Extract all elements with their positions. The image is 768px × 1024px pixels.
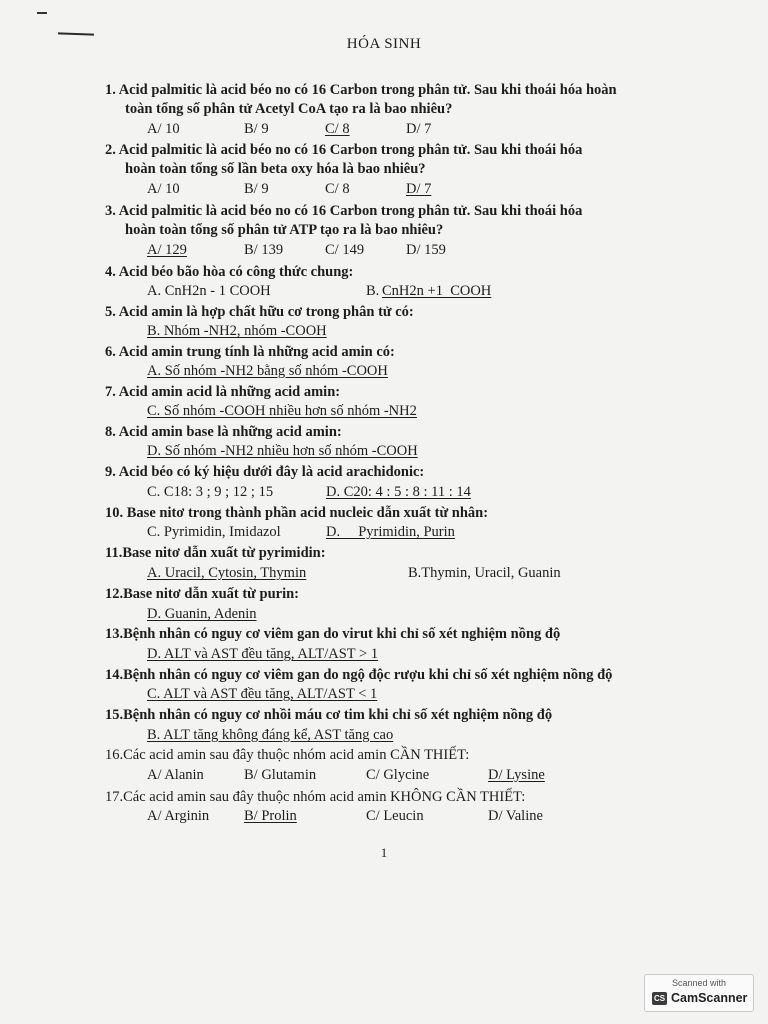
question-10-option-c: C. Pyrimidin, Imidazol (147, 524, 281, 540)
question-15-text: 15.Bệnh nhân có nguy cơ nhồi máu cơ tim khi chỉ số xét nghiệm nồng độ (105, 707, 553, 723)
camscanner-watermark (644, 974, 754, 1012)
question-11-option-b: B.Thymin, Uracil, Guanin (408, 565, 561, 581)
question-17-option-a: A/ Arginin (147, 808, 210, 824)
question-5-answer: B. Nhóm -NH2, nhóm -COOH (147, 323, 327, 339)
question-3-option-c: C/ 149 (325, 242, 365, 258)
question-17-text: 17.Các acid amin sau đây thuộc nhóm acid amin KHÔNG CẦN THIẾT: (105, 789, 526, 805)
question-1-option-b: B/ 9 (244, 121, 269, 137)
question-13-text: 13.Bệnh nhân có nguy cơ viêm gan do virut khi chỉ số xét nghiệm nồng độ (105, 626, 561, 642)
question-4-option-a: A. CnH2n - 1 COOH (147, 283, 271, 299)
question-10-text: 10. Base nitơ trong thành phần acid nucleic dẫn xuất từ nhân: (105, 505, 489, 521)
question-2-option-a: A/ 10 (147, 181, 180, 197)
watermark-caption: Scanned with (671, 978, 727, 988)
question-11-option-a-marked: A. Uracil, Cytosin, Thymin (147, 565, 307, 581)
question-16-option-a: A/ Alanin (147, 767, 204, 783)
question-1-option-a: A/ 10 (147, 121, 180, 137)
question-9-option-c: C. C18: 3 ; 9 ; 12 ; 15 (147, 484, 274, 500)
question-1-option-c-marked: C/ 8 (325, 121, 350, 137)
question-16-option-b: B/ Glutamin (244, 767, 317, 783)
question-17-option-b-marked: B/ Prolin (244, 808, 297, 824)
question-9-text: 9. Acid béo có ký hiệu dưới đây là acid arachidonic: (105, 464, 425, 480)
question-2-option-c: C/ 8 (325, 181, 350, 197)
question-6-answer: A. Số nhóm -NH2 bằng số nhóm -COOH (147, 363, 388, 379)
question-16-option-d-marked: D/ Lysine (488, 767, 545, 783)
question-14-text: 14.Bệnh nhân có nguy cơ viêm gan do ngộ độc rượu khi chỉ số xét nghiệm nồng độ (105, 667, 613, 683)
question-3-option-b: B/ 139 (244, 242, 284, 258)
question-3-text-cont: hoàn toàn tổng số phân tử ATP tạo ra là bao nhiêu? (125, 222, 444, 238)
question-2-text-cont: hoàn toàn tổng số lần beta oxy hóa là bao nhiêu? (125, 161, 426, 177)
question-7-answer: C. Số nhóm -COOH nhiều hơn số nhóm -NH2 (147, 403, 417, 419)
question-1-text: 1. Acid palmitic là acid béo no có 16 Carbon trong phân tử. Sau khi thoái hóa hoàn (105, 82, 617, 98)
question-17-option-c: C/ Leucin (366, 808, 424, 824)
question-10-option-d-marked: D. Pyrimidin, Purin (326, 524, 455, 540)
question-11-text: 11.Base nitơ dẫn xuất từ pyrimidin: (105, 545, 326, 561)
question-13-answer: D. ALT và AST đều tăng, ALT/AST > 1 (147, 646, 379, 662)
question-9-option-d-marked: D. C20: 4 : 5 : 8 : 11 : 14 (326, 484, 471, 500)
question-12-text: 12.Base nitơ dẫn xuất từ purin: (105, 586, 299, 602)
question-2-option-d-marked: D/ 7 (406, 181, 432, 197)
question-4-option-b-marked: CnH2n +1 COOH (382, 283, 492, 299)
watermark-brand: CamScanner (671, 991, 748, 1005)
question-1-text-cont: toàn tổng số phân tử Acetyl CoA tạo ra là bao nhiêu? (125, 101, 453, 117)
question-2-option-b: B/ 9 (244, 181, 269, 197)
question-8-answer: D. Số nhóm -NH2 nhiều hơn số nhóm -COOH (147, 443, 418, 459)
question-5-text: 5. Acid amin là hợp chất hữu cơ trong phân tử có: (105, 304, 414, 320)
camscanner-logo-icon: CS (653, 994, 666, 1003)
scan-mark (37, 12, 47, 14)
question-8-text: 8. Acid amin base là những acid amin: (105, 424, 342, 440)
question-3-option-a-marked: A/ 129 (147, 242, 187, 258)
question-16-option-c: C/ Glycine (366, 767, 430, 783)
question-7-text: 7. Acid amin acid là những acid amin: (105, 384, 341, 400)
question-12-answer: D. Guanin, Adenin (147, 606, 257, 622)
question-14-answer: C. ALT và AST đều tăng, ALT/AST < 1 (147, 686, 378, 702)
question-4-text: 4. Acid béo bão hòa có công thức chung: (105, 264, 354, 280)
question-16-text: 16.Các acid amin sau đây thuộc nhóm acid amin CẦN THIẾT: (105, 747, 470, 763)
question-17-option-d: D/ Valine (488, 808, 543, 824)
page-number: 1 (380, 845, 388, 860)
question-6-text: 6. Acid amin trung tính là những acid amin có: (105, 344, 395, 360)
question-3-option-d: D/ 159 (406, 242, 446, 258)
question-3-text: 3. Acid palmitic là acid béo no có 16 Carbon trong phân tử. Sau khi thoái hóa (105, 203, 583, 219)
question-4-option-b-label: B. (366, 283, 380, 299)
page-title: HÓA SINH (346, 36, 422, 52)
question-2-text: 2. Acid palmitic là acid béo no có 16 Carbon trong phân tử. Sau khi thoái hóa (105, 142, 583, 158)
question-15-answer: B. ALT tăng không đáng kể, AST tăng cao (147, 727, 394, 743)
question-1-option-d: D/ 7 (406, 121, 432, 137)
